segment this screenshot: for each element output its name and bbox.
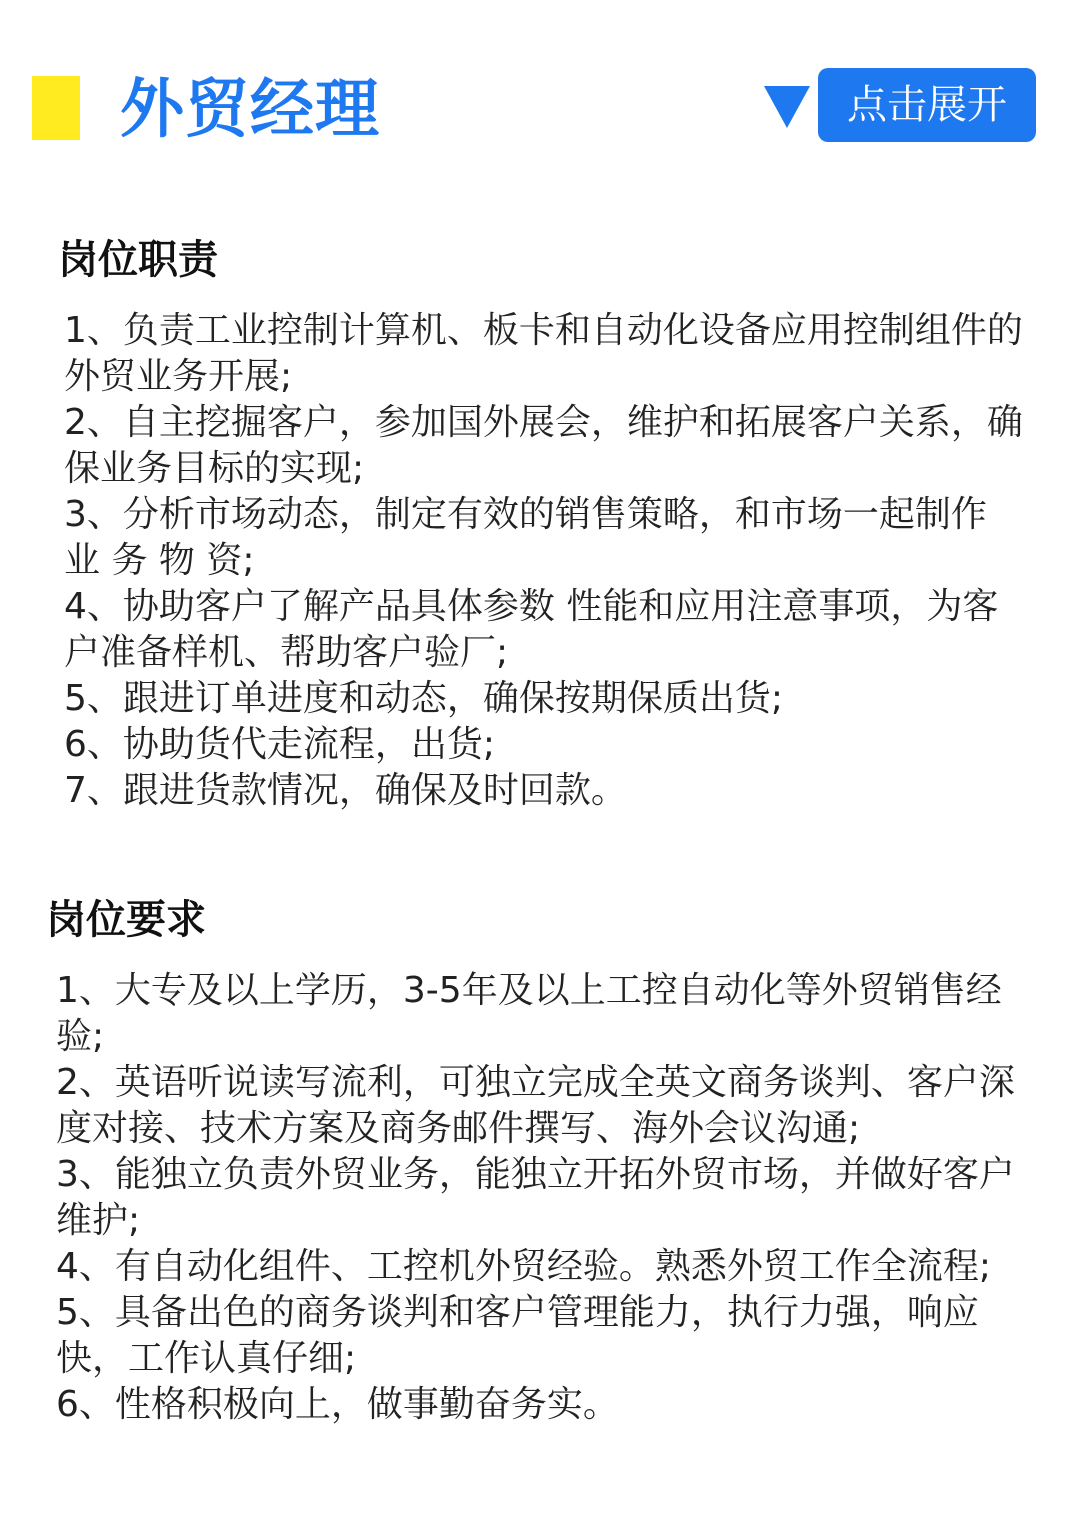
expand-button[interactable]: 点击展开 bbox=[818, 68, 1036, 142]
list-item: 3、能独立负责外贸业务，能独立开拓外贸市场，并做好客户维护; bbox=[56, 1154, 1015, 1241]
title-accent-bar bbox=[32, 76, 80, 140]
list-item: 6、性格积极向上，做事勤奋务实。 bbox=[56, 1384, 619, 1425]
job-title: 外贸经理 bbox=[120, 73, 380, 147]
list-item: 5、跟进订单进度和动态，确保按期保质出货; bbox=[64, 678, 784, 719]
list-item: 7、跟进货款情况，确保及时回款。 bbox=[64, 770, 627, 811]
list-item: 4、协助客户了解产品具体参数 性能和应用注意事项，为客户准备样机、帮助客户验厂; bbox=[64, 586, 999, 673]
list-item: 6、协助货代走流程，出货; bbox=[64, 724, 496, 765]
list-item: 1、负责工业控制计算机、板卡和自动化设备应用控制组件的外贸业务开展; bbox=[64, 310, 1023, 397]
list-item: 4、有自动化组件、工控机外贸经验。熟悉外贸工作全流程; bbox=[56, 1246, 992, 1287]
triangle-down-icon bbox=[764, 86, 810, 128]
header bbox=[0, 0, 1080, 160]
list-item: 3、分析市场动态，制定有效的销售策略，和市场一起制作 业 务 物 资; bbox=[64, 494, 987, 581]
list-item: 1、大专及以上学历，3-5年及以上工控自动化等外贸销售经验; bbox=[56, 970, 1002, 1057]
list-item: 2、自主挖掘客户，参加国外展会，维护和拓展客户关系，确保业务目标的实现; bbox=[64, 402, 1023, 489]
list-item: 5、具备出色的商务谈判和客户管理能力，执行力强，响应快，工作认真仔细; bbox=[56, 1292, 979, 1379]
responsibilities-list bbox=[64, 308, 1030, 814]
requirements-list bbox=[56, 968, 1030, 1428]
section-title-requirements: 岗位要求 bbox=[46, 897, 206, 943]
section-title-responsibilities: 岗位职责 bbox=[58, 237, 218, 283]
list-item: 2、英语听说读写流利，可独立完成全英文商务谈判、客户深度对接、技术方案及商务邮件撰写、海外会议沟通; bbox=[56, 1062, 1015, 1149]
